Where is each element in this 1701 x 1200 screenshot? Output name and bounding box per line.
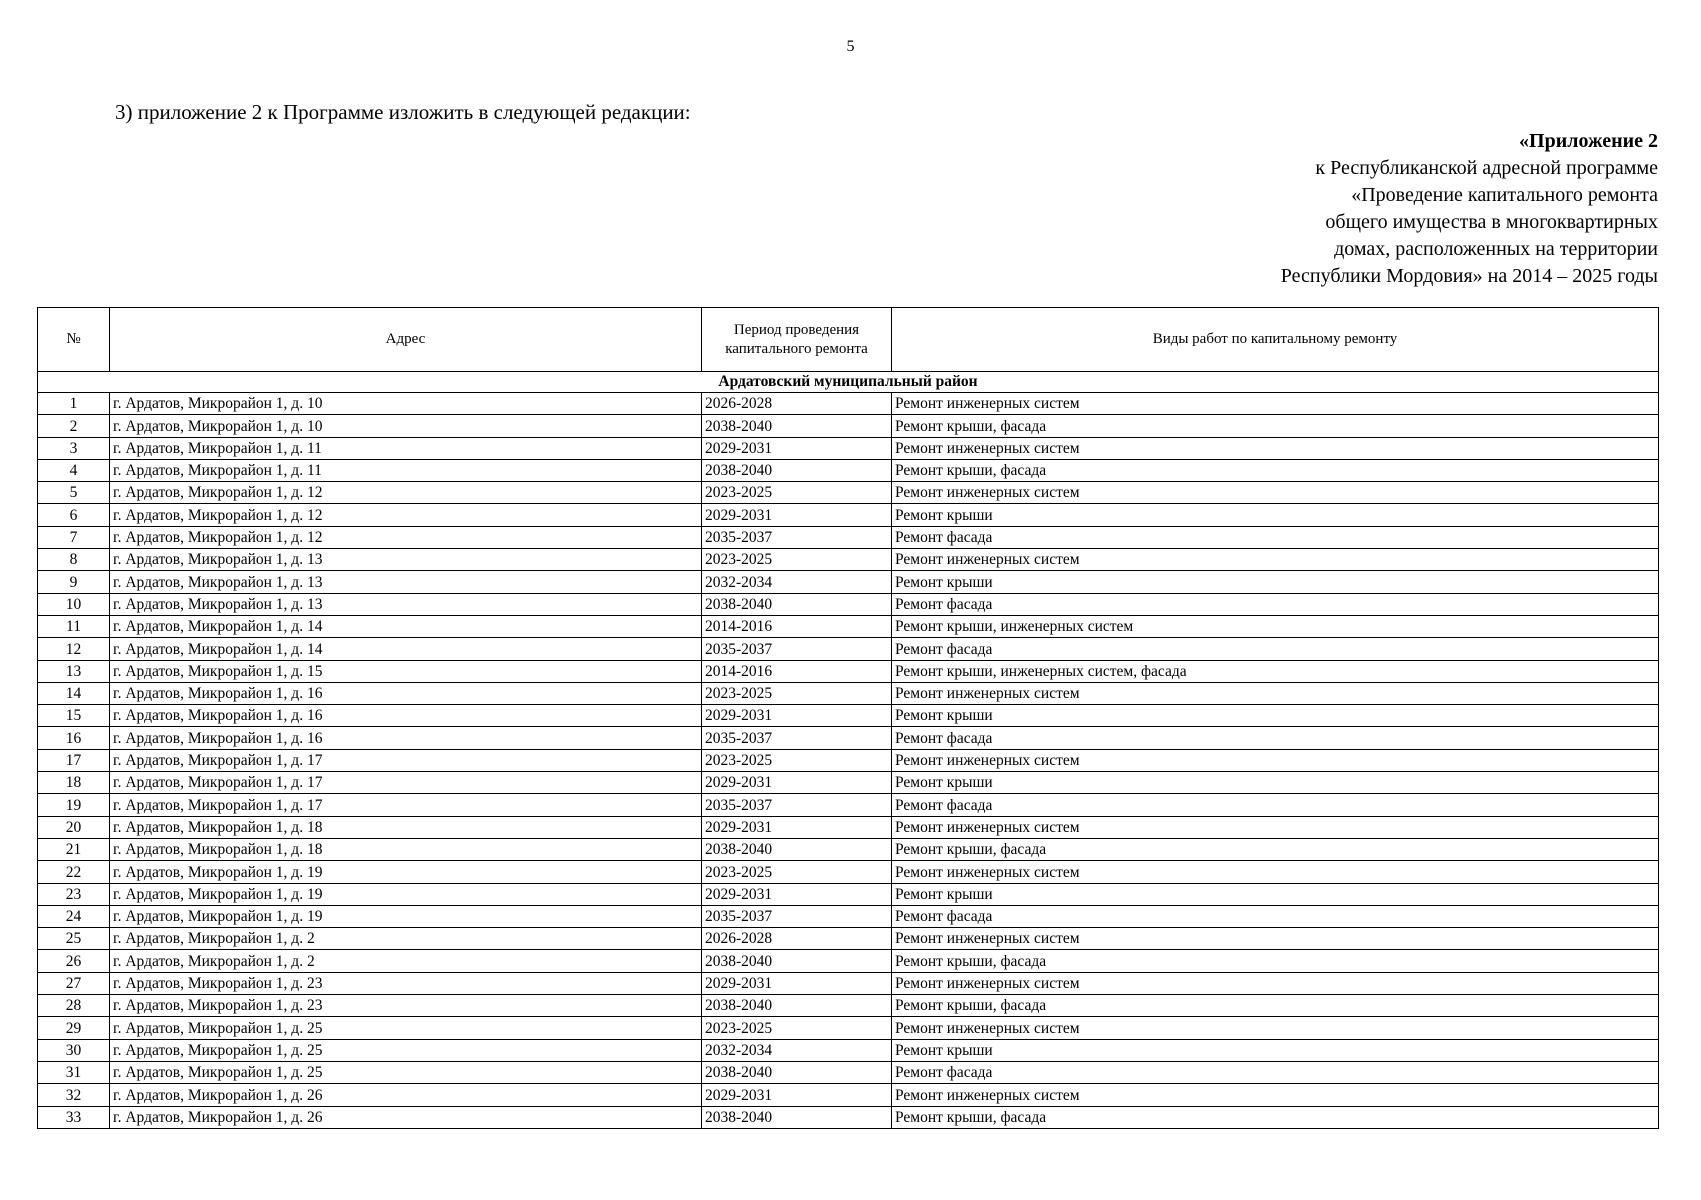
row-period: 2029-2031 bbox=[702, 705, 892, 727]
row-num: 4 bbox=[38, 459, 110, 481]
row-num: 7 bbox=[38, 526, 110, 548]
row-works: Ремонт крыши bbox=[892, 705, 1659, 727]
row-period: 2023-2025 bbox=[702, 861, 892, 883]
row-address: г. Ардатов, Микрорайон 1, д. 14 bbox=[110, 615, 702, 637]
row-address: г. Ардатов, Микрорайон 1, д. 16 bbox=[110, 705, 702, 727]
header-num: № bbox=[38, 308, 110, 372]
table-row bbox=[38, 794, 1659, 816]
table-row bbox=[38, 482, 1659, 504]
row-num: 24 bbox=[38, 905, 110, 927]
row-period: 2029-2031 bbox=[702, 437, 892, 459]
table-row bbox=[38, 682, 1659, 704]
row-num: 6 bbox=[38, 504, 110, 526]
row-period: 2035-2037 bbox=[702, 905, 892, 927]
row-works: Ремонт крыши, фасада bbox=[892, 1106, 1659, 1128]
row-period: 2023-2025 bbox=[702, 549, 892, 571]
row-works: Ремонт инженерных систем bbox=[892, 816, 1659, 838]
row-num: 28 bbox=[38, 995, 110, 1017]
row-address: г. Ардатов, Микрорайон 1, д. 19 bbox=[110, 883, 702, 905]
table-row bbox=[38, 995, 1659, 1017]
row-address: г. Ардатов, Микрорайон 1, д. 13 bbox=[110, 571, 702, 593]
row-num: 22 bbox=[38, 861, 110, 883]
table-row bbox=[38, 593, 1659, 615]
row-num: 29 bbox=[38, 1017, 110, 1039]
row-period: 2029-2031 bbox=[702, 504, 892, 526]
row-address: г. Ардатов, Микрорайон 1, д. 26 bbox=[110, 1084, 702, 1106]
table-row bbox=[38, 526, 1659, 548]
row-works: Ремонт фасада bbox=[892, 1061, 1659, 1083]
appendix-line: общего имущества в многоквартирных bbox=[1325, 211, 1658, 233]
row-address: г. Ардатов, Микрорайон 1, д. 12 bbox=[110, 482, 702, 504]
table-row bbox=[38, 571, 1659, 593]
row-num: 15 bbox=[38, 705, 110, 727]
row-period: 2023-2025 bbox=[702, 749, 892, 771]
row-period: 2029-2031 bbox=[702, 972, 892, 994]
row-num: 12 bbox=[38, 638, 110, 660]
table-row bbox=[38, 638, 1659, 660]
row-num: 9 bbox=[38, 571, 110, 593]
row-works: Ремонт инженерных систем bbox=[892, 1084, 1659, 1106]
row-period: 2038-2040 bbox=[702, 593, 892, 615]
row-period: 2023-2025 bbox=[702, 1017, 892, 1039]
row-works: Ремонт крыши bbox=[892, 772, 1659, 794]
row-address: г. Ардатов, Микрорайон 1, д. 10 bbox=[110, 393, 702, 415]
row-address: г. Ардатов, Микрорайон 1, д. 11 bbox=[110, 437, 702, 459]
row-address: г. Ардатов, Микрорайон 1, д. 13 bbox=[110, 549, 702, 571]
row-works: Ремонт фасада bbox=[892, 727, 1659, 749]
row-address: г. Ардатов, Микрорайон 1, д. 14 bbox=[110, 638, 702, 660]
district-row bbox=[38, 372, 1659, 393]
row-works: Ремонт фасада bbox=[892, 593, 1659, 615]
row-period: 2023-2025 bbox=[702, 682, 892, 704]
row-works: Ремонт крыши, фасада bbox=[892, 459, 1659, 481]
row-works: Ремонт инженерных систем bbox=[892, 549, 1659, 571]
row-num: 14 bbox=[38, 682, 110, 704]
table-row bbox=[38, 393, 1659, 415]
row-address: г. Ардатов, Микрорайон 1, д. 2 bbox=[110, 928, 702, 950]
row-period: 2023-2025 bbox=[702, 482, 892, 504]
row-address: г. Ардатов, Микрорайон 1, д. 15 bbox=[110, 660, 702, 682]
table-row bbox=[38, 1061, 1659, 1083]
intro-text: 3) приложение 2 к Программе изложить в следующей редакции: bbox=[115, 100, 691, 124]
row-num: 5 bbox=[38, 482, 110, 504]
row-works: Ремонт инженерных систем bbox=[892, 749, 1659, 771]
row-num: 33 bbox=[38, 1106, 110, 1128]
row-works: Ремонт фасада bbox=[892, 905, 1659, 927]
repair-schedule-table bbox=[37, 307, 1659, 1129]
row-num: 19 bbox=[38, 794, 110, 816]
row-period: 2014-2016 bbox=[702, 615, 892, 637]
row-works: Ремонт крыши bbox=[892, 1039, 1659, 1061]
row-address: г. Ардатов, Микрорайон 1, д. 19 bbox=[110, 861, 702, 883]
row-period: 2038-2040 bbox=[702, 838, 892, 860]
appendix-line: «Проведение капитального ремонта bbox=[1351, 184, 1658, 206]
table-row bbox=[38, 415, 1659, 437]
table-row bbox=[38, 838, 1659, 860]
row-works: Ремонт крыши bbox=[892, 571, 1659, 593]
table-row bbox=[38, 950, 1659, 972]
row-num: 11 bbox=[38, 615, 110, 637]
table-row bbox=[38, 660, 1659, 682]
row-works: Ремонт крыши bbox=[892, 883, 1659, 905]
row-num: 1 bbox=[38, 393, 110, 415]
row-address: г. Ардатов, Микрорайон 1, д. 17 bbox=[110, 772, 702, 794]
row-works: Ремонт крыши bbox=[892, 504, 1659, 526]
row-num: 20 bbox=[38, 816, 110, 838]
row-num: 32 bbox=[38, 1084, 110, 1106]
row-num: 26 bbox=[38, 950, 110, 972]
row-address: г. Ардатов, Микрорайон 1, д. 18 bbox=[110, 838, 702, 860]
row-address: г. Ардатов, Микрорайон 1, д. 18 bbox=[110, 816, 702, 838]
row-works: Ремонт крыши, фасада bbox=[892, 415, 1659, 437]
table-row bbox=[38, 816, 1659, 838]
table-row bbox=[38, 459, 1659, 481]
row-works: Ремонт крыши, фасада bbox=[892, 995, 1659, 1017]
district-name: Ардатовский муниципальный район bbox=[38, 372, 1659, 393]
row-period: 2035-2037 bbox=[702, 526, 892, 548]
table-row bbox=[38, 727, 1659, 749]
row-num: 21 bbox=[38, 838, 110, 860]
row-address: г. Ардатов, Микрорайон 1, д. 23 bbox=[110, 972, 702, 994]
row-works: Ремонт инженерных систем bbox=[892, 437, 1659, 459]
row-period: 2038-2040 bbox=[702, 1061, 892, 1083]
row-works: Ремонт крыши, фасада bbox=[892, 838, 1659, 860]
row-address: г. Ардатов, Микрорайон 1, д. 12 bbox=[110, 504, 702, 526]
appendix-line: Республики Мордовия» на 2014 – 2025 годы bbox=[1280, 265, 1658, 287]
row-period: 2029-2031 bbox=[702, 1084, 892, 1106]
row-num: 10 bbox=[38, 593, 110, 615]
row-period: 2035-2037 bbox=[702, 794, 892, 816]
row-period: 2026-2028 bbox=[702, 928, 892, 950]
row-address: г. Ардатов, Микрорайон 1, д. 23 bbox=[110, 995, 702, 1017]
row-works: Ремонт инженерных систем bbox=[892, 928, 1659, 950]
row-works: Ремонт крыши, фасада bbox=[892, 950, 1659, 972]
appendix-line: домах, расположенных на территории bbox=[1334, 238, 1658, 260]
row-num: 18 bbox=[38, 772, 110, 794]
row-num: 13 bbox=[38, 660, 110, 682]
row-works: Ремонт инженерных систем bbox=[892, 393, 1659, 415]
table-row bbox=[38, 549, 1659, 571]
table-row bbox=[38, 504, 1659, 526]
row-address: г. Ардатов, Микрорайон 1, д. 25 bbox=[110, 1017, 702, 1039]
row-works: Ремонт фасада bbox=[892, 638, 1659, 660]
row-address: г. Ардатов, Микрорайон 1, д. 11 bbox=[110, 459, 702, 481]
row-num: 8 bbox=[38, 549, 110, 571]
header-works: Виды работ по капитальному ремонту bbox=[892, 308, 1659, 372]
row-num: 27 bbox=[38, 972, 110, 994]
row-period: 2029-2031 bbox=[702, 772, 892, 794]
row-period: 2035-2037 bbox=[702, 638, 892, 660]
header-address: Адрес bbox=[110, 308, 702, 372]
row-period: 2038-2040 bbox=[702, 995, 892, 1017]
row-period: 2038-2040 bbox=[702, 459, 892, 481]
row-address: г. Ардатов, Микрорайон 1, д. 25 bbox=[110, 1061, 702, 1083]
appendix-line: к Республиканской адресной программе bbox=[1315, 157, 1658, 179]
row-works: Ремонт фасада bbox=[892, 794, 1659, 816]
table-row bbox=[38, 861, 1659, 883]
row-period: 2014-2016 bbox=[702, 660, 892, 682]
table-row bbox=[38, 1084, 1659, 1106]
header-period: Период проведения капитального ремонта bbox=[702, 308, 892, 372]
row-address: г. Ардатов, Микрорайон 1, д. 17 bbox=[110, 794, 702, 816]
row-num: 17 bbox=[38, 749, 110, 771]
row-period: 2029-2031 bbox=[702, 883, 892, 905]
row-works: Ремонт инженерных систем bbox=[892, 972, 1659, 994]
table-header-row bbox=[38, 308, 1659, 372]
table-row bbox=[38, 1017, 1659, 1039]
row-num: 25 bbox=[38, 928, 110, 950]
row-address: г. Ардатов, Микрорайон 1, д. 12 bbox=[110, 526, 702, 548]
table-row bbox=[38, 928, 1659, 950]
row-address: г. Ардатов, Микрорайон 1, д. 19 bbox=[110, 905, 702, 927]
table-row bbox=[38, 615, 1659, 637]
row-works: Ремонт крыши, инженерных систем bbox=[892, 615, 1659, 637]
row-address: г. Ардатов, Микрорайон 1, д. 2 bbox=[110, 950, 702, 972]
row-address: г. Ардатов, Микрорайон 1, д. 10 bbox=[110, 415, 702, 437]
appendix-header bbox=[1281, 128, 1658, 290]
row-period: 2038-2040 bbox=[702, 950, 892, 972]
row-num: 3 bbox=[38, 437, 110, 459]
table-row bbox=[38, 1039, 1659, 1061]
row-address: г. Ардатов, Микрорайон 1, д. 16 bbox=[110, 727, 702, 749]
row-works: Ремонт крыши, инженерных систем, фасада bbox=[892, 660, 1659, 682]
row-num: 23 bbox=[38, 883, 110, 905]
table-row bbox=[38, 749, 1659, 771]
table-row bbox=[38, 772, 1659, 794]
row-period: 2035-2037 bbox=[702, 727, 892, 749]
table-row bbox=[38, 705, 1659, 727]
table-row bbox=[38, 883, 1659, 905]
row-address: г. Ардатов, Микрорайон 1, д. 16 bbox=[110, 682, 702, 704]
row-works: Ремонт инженерных систем bbox=[892, 682, 1659, 704]
row-address: г. Ардатов, Микрорайон 1, д. 25 bbox=[110, 1039, 702, 1061]
row-period: 2038-2040 bbox=[702, 415, 892, 437]
table-row bbox=[38, 972, 1659, 994]
page-number: 5 bbox=[846, 38, 855, 55]
row-period: 2032-2034 bbox=[702, 1039, 892, 1061]
table-row bbox=[38, 437, 1659, 459]
row-period: 2038-2040 bbox=[702, 1106, 892, 1128]
row-num: 16 bbox=[38, 727, 110, 749]
table-row bbox=[38, 1106, 1659, 1128]
row-num: 2 bbox=[38, 415, 110, 437]
row-num: 30 bbox=[38, 1039, 110, 1061]
row-address: г. Ардатов, Микрорайон 1, д. 17 bbox=[110, 749, 702, 771]
row-works: Ремонт инженерных систем bbox=[892, 861, 1659, 883]
row-num: 31 bbox=[38, 1061, 110, 1083]
table-row bbox=[38, 905, 1659, 927]
row-period: 2026-2028 bbox=[702, 393, 892, 415]
appendix-title: «Приложение 2 bbox=[1519, 130, 1658, 152]
row-period: 2029-2031 bbox=[702, 816, 892, 838]
row-address: г. Ардатов, Микрорайон 1, д. 13 bbox=[110, 593, 702, 615]
row-works: Ремонт фасада bbox=[892, 526, 1659, 548]
row-address: г. Ардатов, Микрорайон 1, д. 26 bbox=[110, 1106, 702, 1128]
row-works: Ремонт инженерных систем bbox=[892, 482, 1659, 504]
row-works: Ремонт инженерных систем bbox=[892, 1017, 1659, 1039]
row-period: 2032-2034 bbox=[702, 571, 892, 593]
